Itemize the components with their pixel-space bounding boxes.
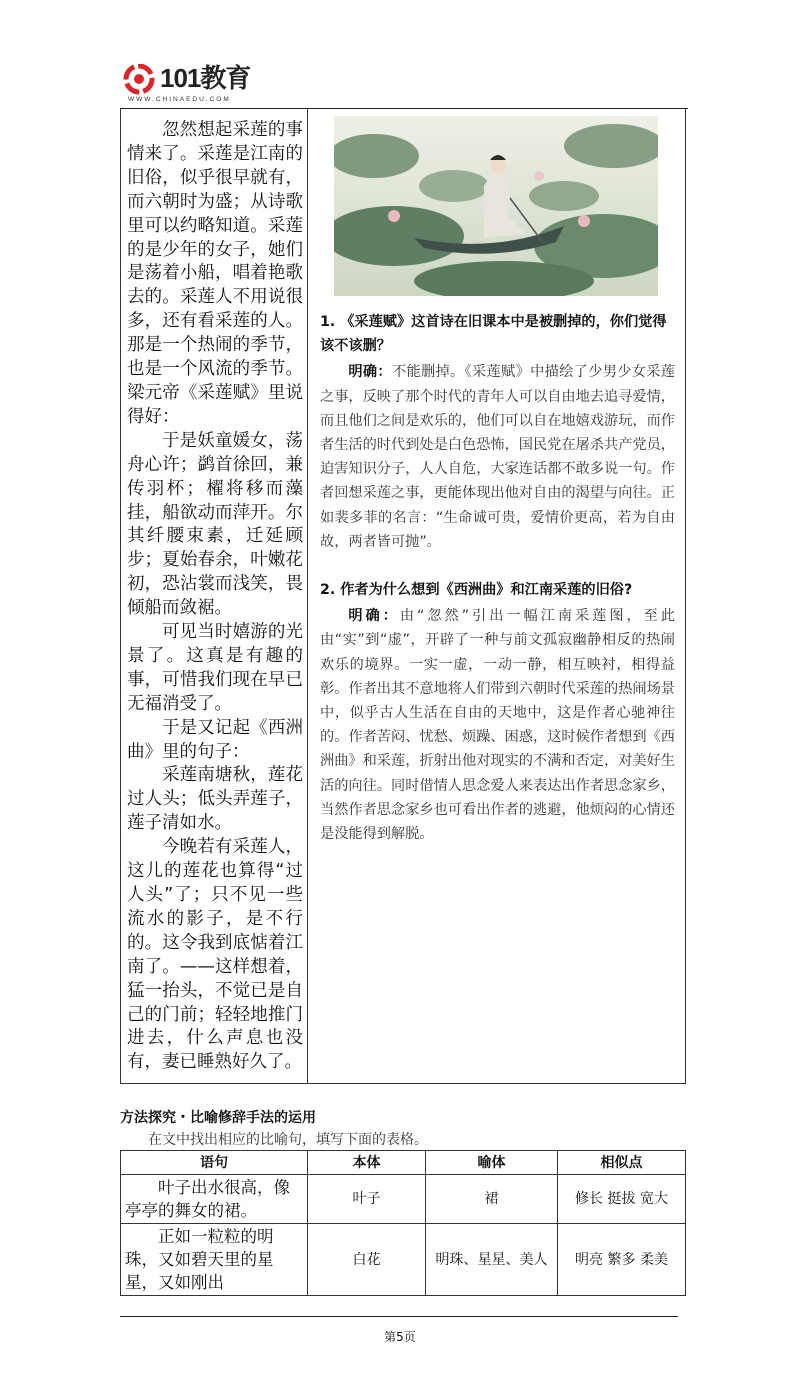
answer-label: 明确： xyxy=(348,364,392,381)
answer-1 xyxy=(320,360,675,554)
source-paragraph: 采莲南塘秋，莲花过人头；低头弄莲子，莲子清如水。 xyxy=(127,765,303,834)
table-row xyxy=(121,1224,686,1296)
sentence-cell: 正如一粒粒的明珠，又如碧天里的星星，又如刚出 xyxy=(121,1224,308,1296)
similarity-cell: 修长 挺拔 宽大 xyxy=(558,1175,686,1224)
source-paragraph: 于是又记起《西洲曲》里的句子： xyxy=(127,717,303,762)
page-number: 第5页 xyxy=(384,1330,416,1345)
metaphor-table xyxy=(120,1150,686,1296)
logo-mark-icon xyxy=(122,64,158,96)
header-cell: 喻体 xyxy=(426,1151,558,1175)
logo-url: WWW.CHINAEDU.COM xyxy=(128,96,231,103)
vehicle-cell: 明珠、星星、美人 xyxy=(426,1224,558,1296)
vehicle-cell: 裙 xyxy=(426,1175,558,1224)
section-title: 方法探究・比喻修辞手法的运用 xyxy=(120,1110,316,1127)
table-header-row xyxy=(121,1151,686,1175)
answer-text: 由“忽然”引出一幅江南采莲图，至此由“实”到“虚”，开辟了一种与前文孤寂幽静相反的热闹欢乐的境界。一实一虚，一动一静，相互映衬，相得益彰。作者出其不意地将人们带到六朝时代采莲的热闹场景中，似乎古人生活在自由的天地中，这是作者心驰神往的。作者苦闷、忧愁、烦躁、困惑，这时候作者想到《西洲曲》和采莲，折射出他对现实的不满和否定，对美好生活的向往。同时借情人思念爱人来表达出作者思念家乡，当然作者思念家乡也可看出作者的逃避，他烦闷的心情还是没能得到解脱。 xyxy=(320,608,675,843)
answer-2 xyxy=(320,604,675,846)
source-paragraph: 于是妖童媛女，荡舟心许；鹢首徐回，兼传羽杯；櫂将移而藻挂，船欲动而萍开。尔其纤腰束素，迁延顾步；夏始春余，叶嫩花初，恐沾裳而浅笑，畏倾船而敛裾。 xyxy=(127,430,303,619)
header-cell: 语句 xyxy=(121,1151,308,1175)
sentence-cell: 叶子出水很高，像亭亭的舞女的裙。 xyxy=(121,1175,308,1224)
source-paragraph: 忽然想起采莲的事情来了。采莲是江南的旧俗，似乎很早就有，而六朝时为盛；从诗歌里可以约略知道。采莲的是少年的女子，她们是荡着小船，唱着艳歌去的。采莲人不用说很多，还有看采莲的人。那是一个热闹的季节，也是一个风流的季节。梁元帝《采莲赋》里说得好： xyxy=(127,120,303,427)
similarity-cell: 明亮 繁多 柔美 xyxy=(558,1224,686,1296)
logo xyxy=(122,64,262,106)
header-cell: 相似点 xyxy=(558,1151,686,1175)
logo-text: 101教育 xyxy=(160,63,251,93)
source-paragraph: 今晚若有采莲人，这儿的莲花也算得“过人头”了；只不见一些流水的影子，是不行的。这令我到底惦着江南了。——这样想着，猛一抬头，不觉已是自己的门前；轻轻地推门进去，什么声息也没有，妻已睡熟好久了。 xyxy=(127,837,303,1073)
table-row xyxy=(121,1175,686,1224)
question-1: 1. 《采莲赋》这首诗在旧课本中是被删掉的，你们觉得该不该删？ xyxy=(320,314,667,355)
instruction: 在文中找出相应的比喻句，填写下面的表格。 xyxy=(148,1132,428,1149)
source-text-column xyxy=(121,109,308,1083)
page xyxy=(120,0,688,1375)
question-2: 2. 作者为什么想到《西洲曲》和江南采莲的旧俗? xyxy=(320,582,633,599)
tenor-cell: 白花 xyxy=(308,1224,426,1296)
tenor-cell: 叶子 xyxy=(308,1175,426,1224)
analysis-column xyxy=(308,109,685,1083)
answer-text: 不能删掉。《采莲赋》中描绘了少男少女采莲之事，反映了那个时代的青年人可以自由地去追寻爱情，而且他们之间是欢乐的，他们可以自在地嬉戏游玩，而作者生活的时代到处是白色恐怖，国民党在屠杀共产党员，迫害知识分子，人人自危，大家连话都不敢多说一句。作者回想采莲之事，更能体现出他对自由的渴望与向往。正如裴多菲的名言：“生命诚可贵，爱情价更高，若为自由故，两者皆可抛”。 xyxy=(320,364,675,550)
lotus-picking-painting xyxy=(334,116,658,296)
source-paragraph: 可见当时嬉游的光景了。这真是有趣的事，可惜我们现在早已无福消受了。 xyxy=(127,622,303,714)
answer-label: 明确： xyxy=(348,608,400,625)
text-analysis-table xyxy=(120,109,686,1084)
footer-divider xyxy=(120,1316,678,1317)
header-cell: 本体 xyxy=(308,1151,426,1175)
